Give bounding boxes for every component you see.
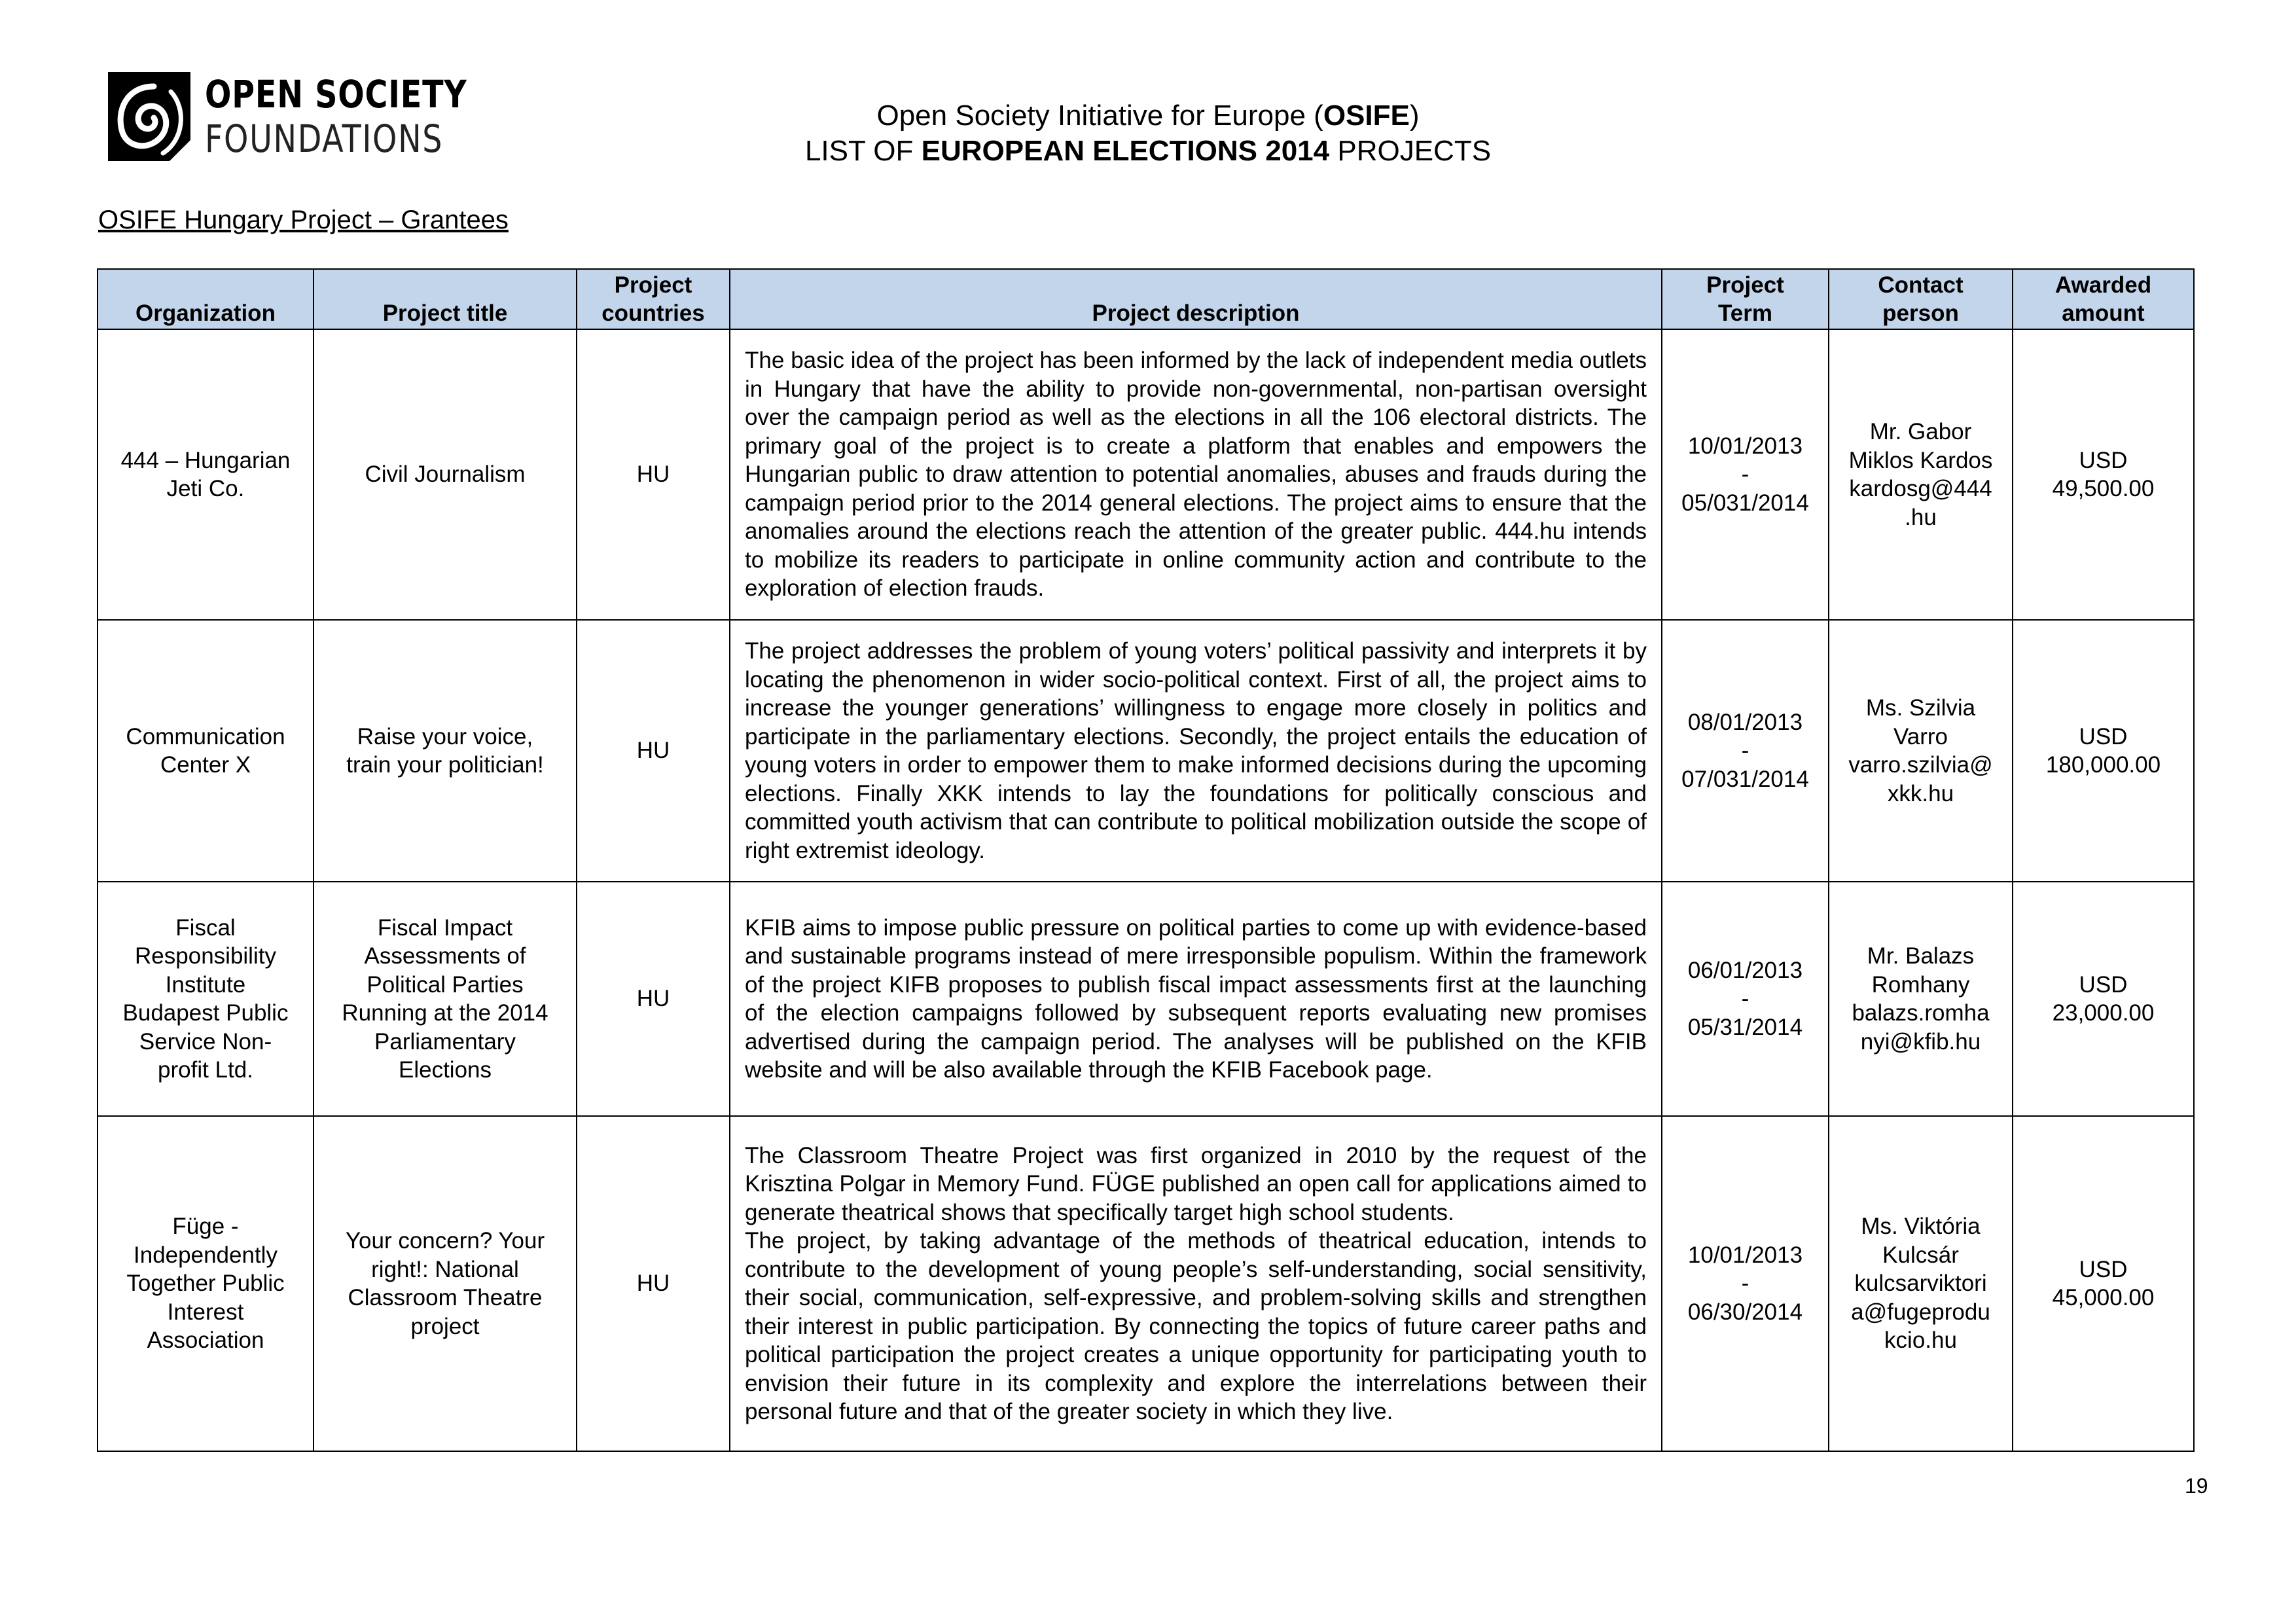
- countries-line: HU: [636, 1271, 670, 1297]
- logo-line-1: OPEN SOCIETY: [205, 72, 467, 117]
- column-header: [730, 269, 1662, 329]
- contact-line: kulcsarviktori: [1854, 1271, 1987, 1297]
- organization-line: Füge -: [172, 1214, 239, 1240]
- term-line: 10/01/2013: [1687, 433, 1803, 459]
- title-cell: [314, 1116, 577, 1451]
- description-paragraph: KFIB aims to impose public pressure on political parties to come up with evidence-based and sustainable programs instead of mere irresponsible populism. Within the framework of the project KIFB proposes to publish fiscal impact assessments first at the launching of the election campaigns followed by subsequent reports evaluating new promises advertised during the campaign period. The analyses will be published on the KFIB website and will be also available through the KFIB Facebook page.: [745, 914, 1647, 1083]
- contact-line: kcio.hu: [1884, 1327, 1957, 1354]
- organization-line: Fiscal: [175, 914, 236, 941]
- title-line: Civil Journalism: [365, 461, 526, 488]
- column-header-line: Awarded: [2054, 272, 2152, 298]
- term-line: -: [1741, 986, 1749, 1012]
- header-line-1-post: ): [1409, 99, 1420, 132]
- table-row: [98, 620, 2194, 882]
- section-subtitle: OSIFE Hungary Project – Grantees: [98, 206, 509, 234]
- contact-line: kardosg@444: [1849, 476, 1992, 501]
- column-header: [98, 269, 314, 329]
- contact-line: Ms. Viktória: [1861, 1214, 1981, 1240]
- contact-cell: [1829, 620, 2013, 882]
- amount-cell: [2013, 882, 2194, 1116]
- description-paragraph: The project, by taking advantage of the methods of theatrical education, intends to contribute to the development of young people’s self-understanding, social sensitivity, their social, communication, self-expressive, and problem-solving skills and strengthen their interest in public participation. By connecting the topics of future career paths and political participation the project creates a unique opportunity for participating youth to envision their future in its complexity and explore the interrelations between their personal future and that of the greater society in which they live.: [745, 1228, 1647, 1424]
- title-line: train your politician!: [346, 752, 544, 778]
- contact-line: Kulcsár: [1882, 1242, 1959, 1268]
- column-header-line: countries: [601, 300, 705, 326]
- amount-line: USD: [2079, 971, 2128, 998]
- description-paragraph: The basic idea of the project has been informed by the lack of independent media outlets in Hungary that have the ability to provide non-governmental, non-partisan oversight over the campaign period as well as the elections in all the 106 electoral districts. The primary goal of the project is to create a platform that enables and empowers the Hungarian public to draw attention to potential anomalies, abuses and frauds during the campaign period prior to the 2014 general elections. The project aims to ensure that the anomalies around the elections reach the attention of the greater public. 444.hu intends to mobilize its readers to participate in online community action and contribute to the exploration of election frauds.: [745, 348, 1647, 602]
- document-header: [0, 98, 2296, 169]
- page-number: 19: [2185, 1474, 2208, 1498]
- organization-line: profit Ltd.: [158, 1057, 253, 1083]
- contact-line: xkk.hu: [1887, 780, 1954, 806]
- organization-cell: [98, 329, 314, 620]
- contact-line: balazs.romha: [1852, 1000, 1990, 1026]
- amount-cell: [2013, 620, 2194, 882]
- table-row: [98, 1116, 2194, 1451]
- contact-line: Miklos Kardos: [1848, 447, 1993, 473]
- term-line: -: [1741, 461, 1749, 488]
- organization-cell: [98, 620, 314, 882]
- organization-line: Communication: [126, 723, 285, 749]
- description-cell: [730, 620, 1662, 882]
- organization-cell: [98, 882, 314, 1116]
- column-header-line: Organization: [135, 300, 276, 326]
- description-cell: [730, 882, 1662, 1116]
- table-header-row: [98, 269, 2194, 329]
- contact-line: Varro: [1893, 723, 1948, 749]
- organization-line: Responsibility: [135, 943, 276, 969]
- term-line: -: [1741, 1271, 1749, 1297]
- amount-line: USD: [2079, 723, 2128, 749]
- header-line-2: [0, 134, 2296, 169]
- column-header: [1662, 269, 1829, 329]
- description-cell: [730, 1116, 1662, 1451]
- column-header-line: Contact: [1878, 272, 1964, 298]
- title-line: Parliamentary: [374, 1028, 516, 1055]
- column-header-line: Project: [614, 272, 692, 298]
- organization-cell: [98, 1116, 314, 1451]
- column-header-line: Term: [1718, 300, 1772, 326]
- title-cell: [314, 882, 577, 1116]
- header-line-2-post: PROJECTS: [1329, 135, 1492, 167]
- amount-line: 180,000.00: [2045, 752, 2161, 778]
- countries-cell: [577, 882, 730, 1116]
- organization-line: Interest: [167, 1299, 244, 1325]
- title-line: Classroom Theatre: [348, 1285, 543, 1310]
- amount-line: 23,000.00: [2052, 1000, 2155, 1026]
- title-line: Raise your voice,: [357, 723, 533, 749]
- amount-line: USD: [2079, 447, 2128, 473]
- term-cell: [1662, 1116, 1829, 1451]
- organization-line: 444 – Hungarian: [120, 447, 291, 473]
- contact-line: Mr. Gabor: [1869, 419, 1972, 444]
- header-line-2-pre: LIST OF: [804, 135, 922, 167]
- contact-cell: [1829, 329, 2013, 620]
- title-line: Running at the 2014: [342, 1000, 548, 1026]
- title-line: Your concern? Your: [345, 1228, 545, 1254]
- column-header-line: Project description: [1092, 300, 1300, 326]
- countries-cell: [577, 620, 730, 882]
- organization-line: Institute: [165, 971, 246, 998]
- amount-cell: [2013, 329, 2194, 620]
- countries-cell: [577, 1116, 730, 1451]
- column-header: [1829, 269, 2013, 329]
- term-line: 10/01/2013: [1687, 1242, 1803, 1268]
- description-paragraph: The Classroom Theatre Project was first organized in 2010 by the request of the Krisztina Polgar in Memory Fund. FÜGE published an open call for applications aimed to generate theatrical shows that specifically target high school students.: [745, 1142, 1647, 1225]
- contact-line: a@fugeprodu: [1851, 1299, 1990, 1325]
- title-cell: [314, 329, 577, 620]
- title-line: Elections: [398, 1057, 492, 1083]
- amount-line: 49,500.00: [2052, 476, 2155, 501]
- column-header-line: Project: [1706, 272, 1784, 298]
- organization-line: Association: [147, 1327, 264, 1354]
- term-line: 05/031/2014: [1681, 490, 1809, 516]
- title-line: Assessments of: [364, 943, 526, 969]
- term-line: 08/01/2013: [1687, 709, 1803, 735]
- description-cell: [730, 329, 1662, 620]
- term-line: 05/31/2014: [1687, 1014, 1803, 1040]
- table-row: [98, 329, 2194, 620]
- term-line: 06/30/2014: [1687, 1299, 1803, 1325]
- amount-line: USD: [2079, 1256, 2128, 1282]
- term-line: 07/031/2014: [1681, 766, 1809, 792]
- description-paragraph: The project addresses the problem of young voters’ political passivity and interprets it by locating the phenomenon in wider socio-political context. First of all, the project aims to increase the younger generations’ willingness to engage more closely in politics and participate in the parliamentary elections. Secondly, the project entails the education of young voters in order to empower them to make informed decisions during the upcoming elections. Finally XKK intends to lay the foundations for politically conscious and committed youth activism that can contribute to political mobilization outside the scope of right extremist ideology.: [745, 638, 1647, 863]
- contact-line: nyi@kfib.hu: [1860, 1028, 1981, 1055]
- organization-line: Budapest Public: [122, 1000, 289, 1026]
- title-line: Political Parties: [367, 971, 524, 998]
- header-line-2-bold: EUROPEAN ELECTIONS 2014: [921, 135, 1330, 167]
- column-header-line: person: [1882, 300, 1959, 326]
- amount-cell: [2013, 1116, 2194, 1451]
- organization-line: Independently: [134, 1242, 278, 1268]
- term-cell: [1662, 882, 1829, 1116]
- term-cell: [1662, 620, 1829, 882]
- amount-line: 45,000.00: [2052, 1285, 2155, 1310]
- column-header: [2013, 269, 2194, 329]
- column-header: [577, 269, 730, 329]
- logo-line-2: FOUNDATIONS: [205, 117, 444, 161]
- column-header-line: Project title: [382, 300, 508, 326]
- countries-cell: [577, 329, 730, 620]
- header-line-1: [0, 98, 2296, 134]
- organization-line: Service Non-: [139, 1028, 272, 1055]
- contact-cell: [1829, 882, 2013, 1116]
- grantees-table: [97, 268, 2195, 1452]
- countries-line: HU: [636, 986, 670, 1012]
- contact-cell: [1829, 1116, 2013, 1451]
- header-line-1-pre: Open Society Initiative for Europe (: [876, 99, 1323, 132]
- organization-line: Together Public: [126, 1271, 285, 1297]
- contact-line: varro.szilvia@: [1848, 752, 1993, 778]
- countries-line: HU: [636, 461, 670, 488]
- title-line: right!: National: [371, 1256, 519, 1282]
- organization-line: Center X: [160, 752, 251, 778]
- table-row: [98, 882, 2194, 1116]
- organization-line: Jeti Co.: [166, 476, 245, 501]
- column-header-line: amount: [2062, 300, 2145, 326]
- contact-line: Ms. Szilvia: [1865, 695, 1976, 721]
- term-cell: [1662, 329, 1829, 620]
- contact-line: Mr. Balazs: [1867, 943, 1975, 969]
- title-line: project: [410, 1313, 480, 1339]
- term-line: -: [1741, 738, 1749, 764]
- term-line: 06/01/2013: [1687, 957, 1803, 983]
- contact-line: .hu: [1905, 504, 1937, 530]
- countries-line: HU: [636, 738, 670, 764]
- contact-line: Romhany: [1871, 971, 1970, 998]
- column-header: [314, 269, 577, 329]
- title-cell: [314, 620, 577, 882]
- header-line-1-bold: OSIFE: [1323, 99, 1410, 132]
- title-line: Fiscal Impact: [377, 914, 513, 941]
